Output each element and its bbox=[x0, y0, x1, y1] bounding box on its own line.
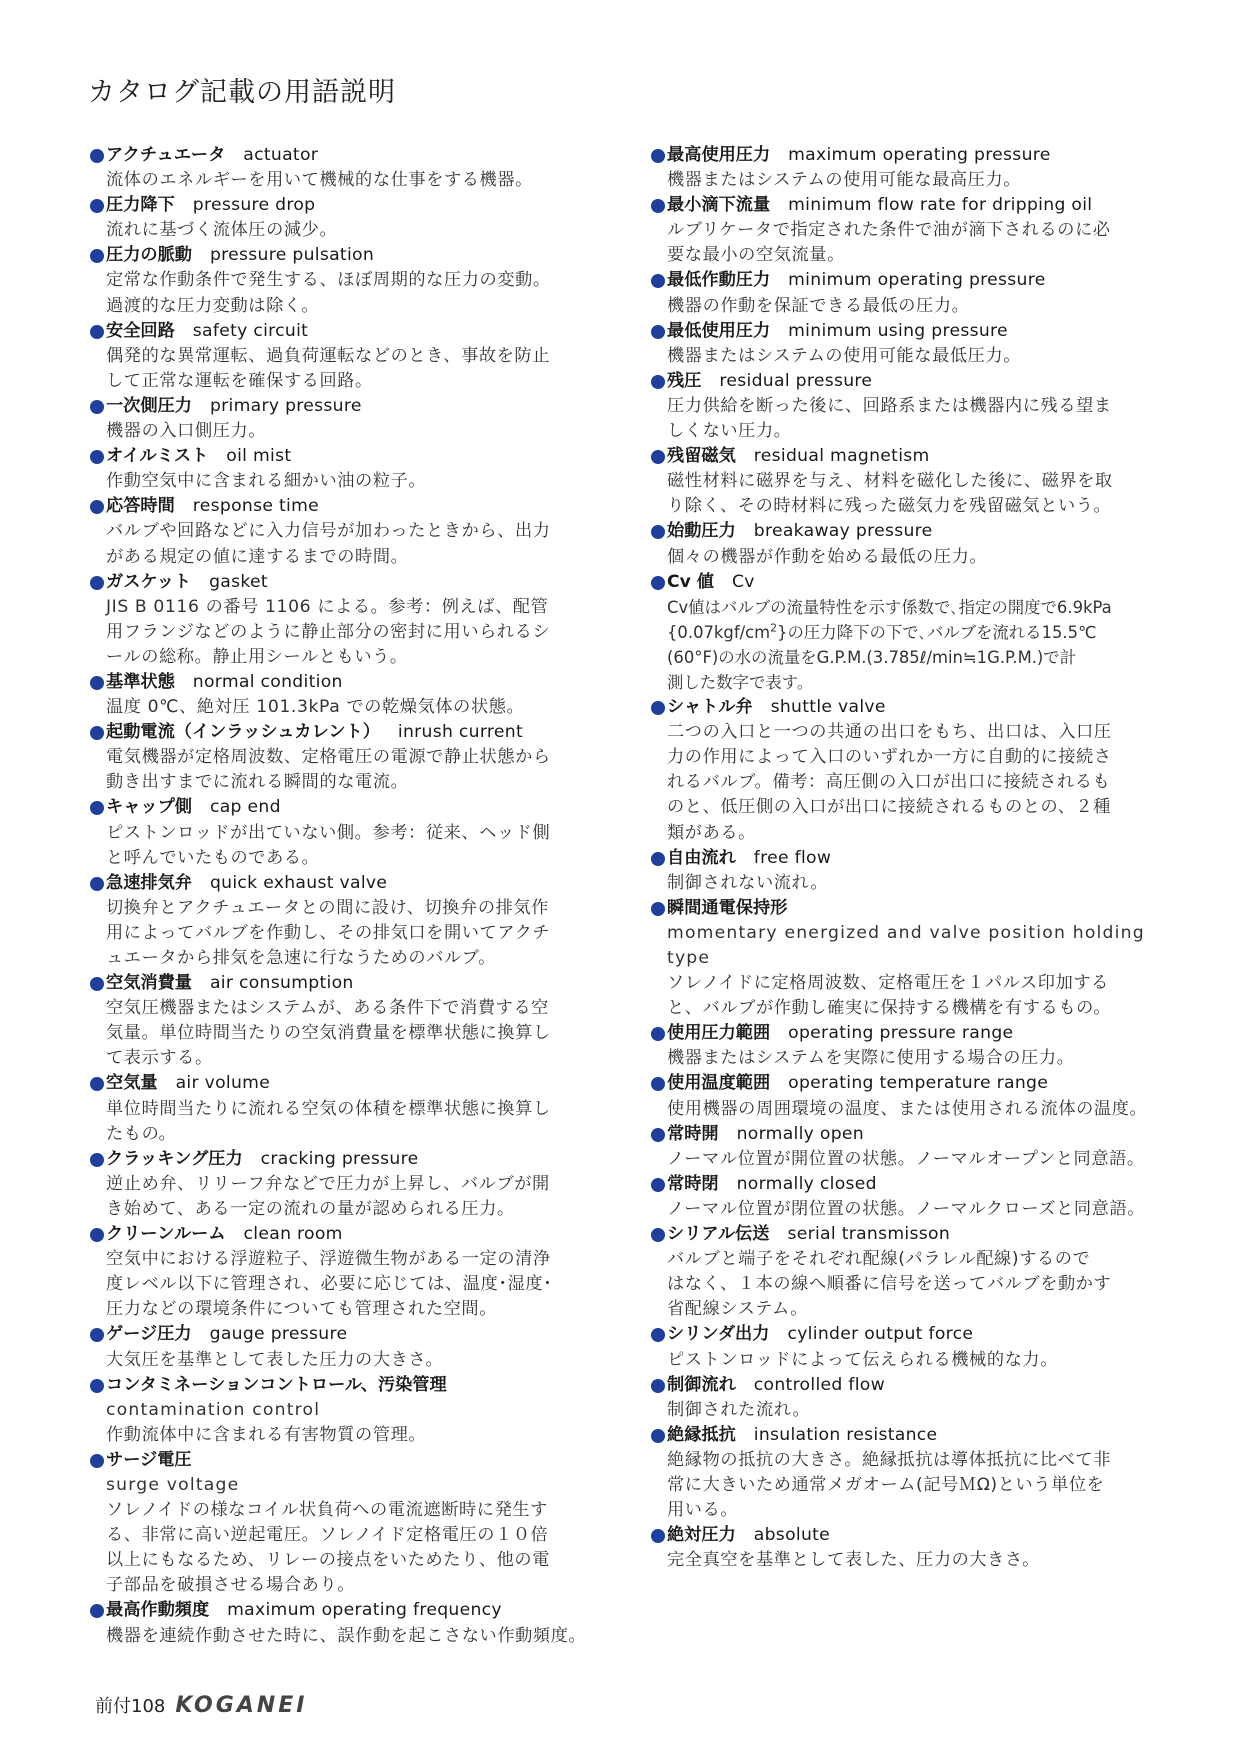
glossary-entry bbox=[90, 1222, 595, 1322]
term-english: absolute bbox=[753, 1525, 831, 1546]
term-english: gauge pressure bbox=[209, 1324, 348, 1345]
term-definition: 機器またはシステムを実際に使用する場合の圧力。 bbox=[667, 1048, 1075, 1069]
glossary-term bbox=[90, 871, 595, 896]
term-definition: 機器を連続作動させた時に、誤作動を起こさない作動頻度。 bbox=[106, 1625, 587, 1646]
term-english: actuator bbox=[243, 145, 319, 165]
term-definition: 省配線システム。 bbox=[667, 1299, 809, 1320]
glossary-entry bbox=[651, 1373, 1161, 1423]
glossary-entry bbox=[90, 971, 595, 1071]
term-japanese: シリアル伝送 bbox=[667, 1224, 770, 1245]
term-english: controlled flow bbox=[753, 1374, 885, 1395]
term-definition: 絶縁物の抵抗の大きさ。絶縁抵抗は導体抵抗に比べて非 bbox=[667, 1449, 1112, 1470]
term-japanese: 絶縁抵抗 bbox=[667, 1424, 736, 1445]
term-definition: 測した数字で表す。 bbox=[667, 672, 814, 692]
term-english: serial transmisson bbox=[787, 1224, 951, 1245]
term-definition: る、非常に高い逆起電圧。ソレノイド定格電圧の１０倍 bbox=[106, 1525, 549, 1546]
glossary-entry bbox=[651, 1523, 1161, 1573]
glossary-entry bbox=[90, 444, 595, 494]
term-english: response time bbox=[192, 496, 320, 517]
term-english: pressure drop bbox=[192, 195, 316, 216]
term-definition: 圧力などの環境条件についても管理された空間。 bbox=[106, 1299, 497, 1320]
term-definition: はなく、１本の線へ順番に信号を送ってバルブを動かす bbox=[667, 1274, 1112, 1295]
term-definition: バルブや回路などに入力信号が加わったときから、出力 bbox=[106, 521, 551, 542]
term-japanese: クラッキング圧力 bbox=[106, 1148, 243, 1169]
glossary-entry bbox=[90, 1598, 595, 1648]
definition-text: {0.07kgf/cm bbox=[667, 622, 771, 642]
term-definition: 逆止め弁、リリーフ弁などで圧力が上昇し、バルブが開 bbox=[106, 1173, 550, 1194]
glossary-term bbox=[651, 896, 1161, 921]
term-definition: 個々の機器が作動を始める最低の圧力。 bbox=[667, 546, 988, 567]
term-english: cracking pressure bbox=[260, 1148, 419, 1169]
term-japanese: 急速排気弁 bbox=[106, 872, 192, 893]
term-english: minimum flow rate for dripping oil bbox=[788, 195, 1093, 216]
term-english: normally closed bbox=[736, 1173, 877, 1194]
term-japanese: 安全回路 bbox=[106, 320, 175, 341]
glossary-entry bbox=[651, 1122, 1161, 1172]
term-english: air consumption bbox=[209, 973, 354, 994]
term-definition: 常に大きいため通常メガオーム(記号ＭΩ)という単位を bbox=[667, 1474, 1105, 1495]
glossary-entry bbox=[90, 670, 595, 720]
glossary-term bbox=[90, 720, 595, 745]
term-definition: 定常な作動条件で発生する、ほぼ周期的な圧力の変動。 bbox=[106, 270, 551, 291]
glossary-entry bbox=[90, 871, 595, 971]
term-japanese: 使用圧力範囲 bbox=[667, 1023, 771, 1044]
glossary-term bbox=[651, 570, 1161, 595]
glossary-entry bbox=[90, 1373, 595, 1448]
term-japanese: 瞬間通電保持形 bbox=[667, 897, 788, 918]
glossary-entry bbox=[651, 570, 1161, 695]
term-definition: (60°F)の水の流量をG.P.M.(3.785ℓ/min≒1G.P.M.)で計 bbox=[667, 647, 1077, 667]
glossary-entry bbox=[651, 1322, 1161, 1372]
term-japanese: コンタミネーションコントロール、汚染管理 bbox=[106, 1374, 447, 1395]
term-definition: 以上にもなるため、リレーの接点をいためたり、他の電 bbox=[106, 1550, 551, 1571]
definition-text: }の圧力降下の下で､バルブを流れる15.5℃ bbox=[777, 622, 1097, 642]
glossary-entry bbox=[651, 268, 1161, 318]
term-definition: ノーマル位置が閉位置の状態。ノーマルクローズと同意語。 bbox=[667, 1198, 1146, 1219]
term-english: residual pressure bbox=[719, 370, 873, 391]
glossary-term bbox=[90, 1373, 595, 1398]
term-definition: 力の作用によって入口のいずれか一方に自動的に接続さ bbox=[667, 747, 1112, 768]
term-definition: 過渡的な圧力変動は除く。 bbox=[106, 295, 320, 316]
glossary-entry bbox=[90, 494, 595, 569]
term-japanese: 最低作動圧力 bbox=[667, 270, 771, 291]
glossary-entry bbox=[651, 369, 1161, 444]
glossary-term bbox=[90, 1222, 595, 1247]
term-definition: 制御されない流れ。 bbox=[667, 872, 829, 893]
glossary-entry bbox=[90, 570, 595, 670]
glossary-term bbox=[90, 795, 595, 820]
glossary-term bbox=[90, 1147, 595, 1172]
term-definition: しくない圧力。 bbox=[667, 421, 792, 442]
term-definition: 単位時間当たりに流れる空気の体積を標準状態に換算し bbox=[106, 1098, 551, 1119]
glossary-term bbox=[651, 268, 1161, 293]
term-english: momentary energized and valve position holding type bbox=[667, 922, 1145, 968]
term-definition: 用いる。 bbox=[667, 1500, 739, 1521]
glossary-entry bbox=[651, 695, 1161, 846]
term-definition: 流体のエネルギーを用いて機械的な仕事をする機器。 bbox=[106, 170, 533, 191]
glossary-entry bbox=[651, 1071, 1161, 1121]
page-title: カタログ記載の用語説明 bbox=[88, 77, 396, 108]
glossary-term bbox=[90, 1071, 595, 1096]
term-japanese: Cv 値 bbox=[667, 571, 714, 592]
glossary-entry bbox=[90, 143, 595, 193]
term-japanese: 常時閉 bbox=[667, 1173, 719, 1194]
term-english: cap end bbox=[209, 797, 281, 818]
term-japanese: 圧力の脈動 bbox=[106, 245, 192, 266]
glossary-term bbox=[90, 494, 595, 519]
term-definition: 偶発的な異常運転、過負荷運転などのとき、事故を防止 bbox=[106, 345, 551, 366]
term-definition: 切換弁とアクチュエータとの間に設け、切換弁の排気作 bbox=[106, 897, 549, 918]
term-definition: 磁性材料に磁界を与え、材料を磁化した後に、磁界を取 bbox=[667, 471, 1113, 492]
term-english: inrush current bbox=[397, 722, 524, 743]
glossary-term bbox=[651, 1373, 1161, 1398]
term-definition: 作動空気中に含まれる細かい油の粒子。 bbox=[106, 471, 427, 492]
term-definition: 用によってバルブを作動し、その排気口を開いてアクチ bbox=[106, 922, 551, 943]
glossary-term bbox=[651, 193, 1161, 218]
glossary-right-column bbox=[651, 143, 1161, 1573]
term-definition: がある規定の値に達するまでの時間。 bbox=[106, 546, 409, 567]
glossary-entry bbox=[90, 319, 595, 394]
term-definition: ソレノイドの様なコイル状負荷への電流遮断時に発生す bbox=[106, 1500, 548, 1521]
term-english: gasket bbox=[209, 571, 268, 592]
glossary-entry bbox=[651, 444, 1161, 519]
term-japanese: キャップ側 bbox=[106, 797, 192, 818]
glossary-term bbox=[90, 670, 595, 695]
term-definition: ルブリケータで指定された条件で油が滴下されるのに必 bbox=[667, 220, 1111, 241]
glossary-entry bbox=[651, 1222, 1161, 1322]
glossary-term bbox=[651, 143, 1161, 168]
glossary-term bbox=[90, 1322, 595, 1347]
glossary-left-column bbox=[90, 143, 595, 1649]
glossary-term bbox=[651, 1122, 1161, 1147]
glossary-term bbox=[651, 1071, 1161, 1096]
superscript: 2 bbox=[770, 621, 778, 635]
term-definition: 動き出すまでに流れる瞬間的な電流。 bbox=[106, 772, 409, 793]
term-definition: り除く、その時材料に残った磁気力を残留磁気という。 bbox=[667, 496, 1112, 517]
term-english: maximum operating pressure bbox=[788, 145, 1051, 165]
page-number: 前付108 bbox=[95, 1696, 166, 1717]
term-definition: 二つの入口と一つの共通の出口をもち、出口は、入口圧 bbox=[667, 722, 1112, 743]
term-english: primary pressure bbox=[209, 395, 362, 416]
term-definition: 作動流体中に含まれる有害物質の管理。 bbox=[106, 1424, 427, 1445]
glossary-entry bbox=[651, 143, 1161, 193]
term-definition: と呼んでいたものである。 bbox=[106, 847, 320, 868]
term-japanese: 残圧 bbox=[667, 370, 702, 391]
term-definition: 温度 0℃、絶対圧 101.3kPa での乾燥気体の状態。 bbox=[106, 697, 525, 718]
term-japanese: 常時開 bbox=[667, 1123, 719, 1144]
term-japanese: 最低使用圧力 bbox=[667, 320, 771, 341]
term-english: quick exhaust valve bbox=[209, 872, 388, 893]
term-japanese: 応答時間 bbox=[106, 496, 175, 517]
term-english: surge voltage bbox=[106, 1474, 240, 1495]
term-english: free flow bbox=[753, 847, 832, 868]
glossary-term bbox=[90, 971, 595, 996]
term-japanese: 始動圧力 bbox=[667, 521, 736, 542]
term-definition: 用フランジなどのように静止部分の密封に用いられるシ bbox=[106, 621, 551, 642]
term-definition: 空気中における浮遊粒子、浮遊微生物がある一定の清浄 bbox=[106, 1249, 551, 1270]
term-english: insulation resistance bbox=[753, 1424, 938, 1445]
term-definition: と、バルブが作動し確実に保持する機構を有するもの。 bbox=[667, 998, 1112, 1019]
term-japanese: 残留磁気 bbox=[667, 446, 736, 467]
term-english: contamination control bbox=[106, 1399, 321, 1420]
term-definition: 機器の入口側圧力。 bbox=[106, 421, 267, 442]
term-japanese: 最高使用圧力 bbox=[667, 145, 771, 165]
term-english: clean room bbox=[243, 1224, 343, 1245]
term-definition: 流れに基づく流体圧の減少。 bbox=[106, 220, 338, 241]
term-japanese: 最小滴下流量 bbox=[667, 195, 771, 216]
term-english: normal condition bbox=[192, 671, 343, 692]
glossary-entry bbox=[90, 795, 595, 870]
glossary-entry bbox=[651, 193, 1161, 268]
term-japanese: 絶対圧力 bbox=[667, 1525, 736, 1546]
term-definition: たもの。 bbox=[106, 1123, 177, 1144]
glossary-term bbox=[90, 319, 595, 344]
glossary-entry bbox=[651, 1423, 1161, 1523]
term-english: operating temperature range bbox=[788, 1073, 1049, 1094]
term-english: breakaway pressure bbox=[753, 521, 933, 542]
glossary-term bbox=[651, 1222, 1161, 1247]
term-definition: のと、低圧側の入口が出口に接続されるものとの、２種 bbox=[667, 797, 1112, 818]
term-definition: 完全真空を基準として表した、圧力の大きさ。 bbox=[667, 1550, 1040, 1571]
term-definition: Cv値はバルブの流量特性を示す係数で､指定の開度で6.9kPa bbox=[667, 597, 1112, 617]
glossary-term bbox=[651, 1021, 1161, 1046]
term-english: cylinder output force bbox=[787, 1324, 974, 1345]
term-japanese: 基準状態 bbox=[106, 671, 175, 692]
glossary-term bbox=[90, 394, 595, 419]
glossary-term bbox=[90, 1598, 595, 1623]
term-definition: 電気機器が定格周波数、定格電圧の電源で静止状態から bbox=[106, 747, 551, 768]
term-definition: 機器またはシステムの使用可能な最高圧力。 bbox=[667, 170, 1022, 191]
glossary-term bbox=[90, 1448, 595, 1473]
term-english: safety circuit bbox=[192, 320, 309, 341]
glossary-entry bbox=[90, 193, 595, 243]
term-english: minimum using pressure bbox=[788, 320, 1008, 341]
glossary-term bbox=[651, 846, 1161, 871]
glossary-term bbox=[651, 1172, 1161, 1197]
term-definition: ノーマル位置が開位置の状態。ノーマルオープンと同意語。 bbox=[667, 1148, 1145, 1169]
term-japanese: 一次側圧力 bbox=[106, 395, 192, 416]
glossary-term bbox=[651, 695, 1161, 720]
glossary-entry bbox=[90, 1448, 595, 1599]
glossary-entry bbox=[651, 1172, 1161, 1222]
term-japanese: ガスケット bbox=[106, 571, 192, 592]
glossary-term bbox=[651, 369, 1161, 394]
term-japanese: 空気消費量 bbox=[106, 973, 192, 994]
glossary-term bbox=[651, 1523, 1161, 1548]
glossary-entry bbox=[90, 243, 595, 318]
term-definition: して正常な運転を確保する回路。 bbox=[106, 370, 373, 391]
term-japanese: アクチュエータ bbox=[106, 145, 226, 165]
term-definition: ールの総称。静止用シールともいう。 bbox=[106, 646, 408, 667]
term-english: air volume bbox=[175, 1073, 271, 1094]
glossary-entry bbox=[651, 319, 1161, 369]
term-definition: 機器またはシステムの使用可能な最低圧力。 bbox=[667, 345, 1022, 366]
term-japanese: 圧力降下 bbox=[106, 195, 175, 216]
term-definition: ピストンロッドが出ていない側。参考：従来、ヘッド側 bbox=[106, 822, 551, 843]
glossary-entry bbox=[90, 720, 595, 795]
term-definition: 圧力供給を断った後に、回路系または機器内に残る望ま bbox=[667, 395, 1112, 416]
term-definition: ピストンロッドによって伝えられる機械的な力。 bbox=[667, 1349, 1058, 1370]
term-japanese: ゲージ圧力 bbox=[106, 1324, 192, 1345]
term-definition: き始めて、ある一定の流れの量が認められる圧力。 bbox=[106, 1198, 515, 1219]
term-definition bbox=[651, 620, 1161, 645]
term-english: operating pressure range bbox=[788, 1023, 1014, 1044]
glossary-term bbox=[90, 444, 595, 469]
glossary-term bbox=[651, 1322, 1161, 1347]
term-japanese: クリーンルーム bbox=[106, 1224, 226, 1245]
term-definition: て表示する。 bbox=[106, 1048, 213, 1069]
term-japanese: 起動電流（インラッシュカレント） bbox=[106, 722, 380, 743]
term-japanese: 制御流れ bbox=[667, 1374, 736, 1395]
glossary-term bbox=[651, 1423, 1161, 1448]
glossary-term bbox=[651, 519, 1161, 544]
glossary-term bbox=[90, 243, 595, 268]
term-japanese: 空気量 bbox=[106, 1073, 158, 1094]
term-definition: れるバルブ。備考：高圧側の入口が出口に接続されるも bbox=[667, 772, 1111, 793]
glossary-entry bbox=[651, 846, 1161, 896]
term-definition: 使用機器の周囲環境の温度、または使用される流体の温度。 bbox=[667, 1098, 1148, 1119]
term-definition: ソレノイドに定格周波数、定格電圧を１パルス印加する bbox=[667, 973, 1109, 994]
term-definition: バルブと端子をそれぞれ配線(パラレル配線)するので bbox=[667, 1249, 1091, 1270]
term-english: maximum operating frequency bbox=[227, 1600, 502, 1621]
term-english: oil mist bbox=[226, 446, 292, 467]
term-japanese: シャトル弁 bbox=[667, 697, 753, 718]
term-definition: 機器の作動を保証できる最低の圧力。 bbox=[667, 295, 970, 316]
glossary-entry bbox=[90, 1147, 595, 1222]
term-japanese: サージ電圧 bbox=[106, 1449, 192, 1470]
term-definition: JIS B 0116 の番号 1106 による。参考：例えば、配管 bbox=[106, 596, 549, 617]
term-definition: 気量。単位時間当たりの空気消費量を標準状態に換算し bbox=[106, 1023, 551, 1044]
term-japanese: オイルミスト bbox=[106, 446, 209, 467]
term-definition: 空気圧機器またはシステムが、ある条件下で消費する空 bbox=[106, 998, 549, 1019]
term-definition: 度レベル以下に管理され、必要に応じては、温度･湿度･ bbox=[106, 1274, 553, 1295]
term-definition: 要な最小の空気流量。 bbox=[667, 245, 845, 266]
glossary-entry bbox=[90, 394, 595, 444]
term-english: shuttle valve bbox=[770, 697, 886, 718]
term-definition: 類がある。 bbox=[667, 822, 756, 843]
glossary-entry bbox=[651, 1021, 1161, 1071]
glossary-entry bbox=[651, 896, 1161, 1021]
glossary-term bbox=[651, 319, 1161, 344]
glossary-term bbox=[651, 444, 1161, 469]
term-definition: 制御された流れ。 bbox=[667, 1399, 811, 1420]
term-japanese: シリンダ出力 bbox=[667, 1324, 770, 1345]
glossary-term bbox=[90, 570, 595, 595]
term-definition: 子部品を破損させる場合あり。 bbox=[106, 1575, 356, 1596]
koganei-logo: KOGANEI bbox=[175, 1692, 308, 1718]
term-english: residual magnetism bbox=[753, 446, 930, 467]
glossary-entry bbox=[90, 1322, 595, 1372]
term-english: minimum operating pressure bbox=[788, 270, 1046, 291]
term-english: normally open bbox=[736, 1123, 865, 1144]
glossary-term bbox=[90, 193, 595, 218]
term-definition: ュエータから排気を急速に行なうためのバルブ。 bbox=[106, 948, 496, 968]
glossary-term bbox=[90, 143, 595, 168]
term-japanese: 自由流れ bbox=[667, 847, 736, 868]
glossary-entry bbox=[90, 1071, 595, 1146]
term-japanese: 使用温度範囲 bbox=[667, 1073, 771, 1094]
glossary-entry bbox=[651, 519, 1161, 569]
term-japanese: 最高作動頻度 bbox=[106, 1600, 210, 1621]
term-english: Cv bbox=[732, 571, 755, 592]
term-definition: 大気圧を基準として表した圧力の大きさ。 bbox=[106, 1349, 444, 1370]
term-english: pressure pulsation bbox=[209, 245, 375, 266]
page-footer bbox=[95, 1692, 307, 1718]
